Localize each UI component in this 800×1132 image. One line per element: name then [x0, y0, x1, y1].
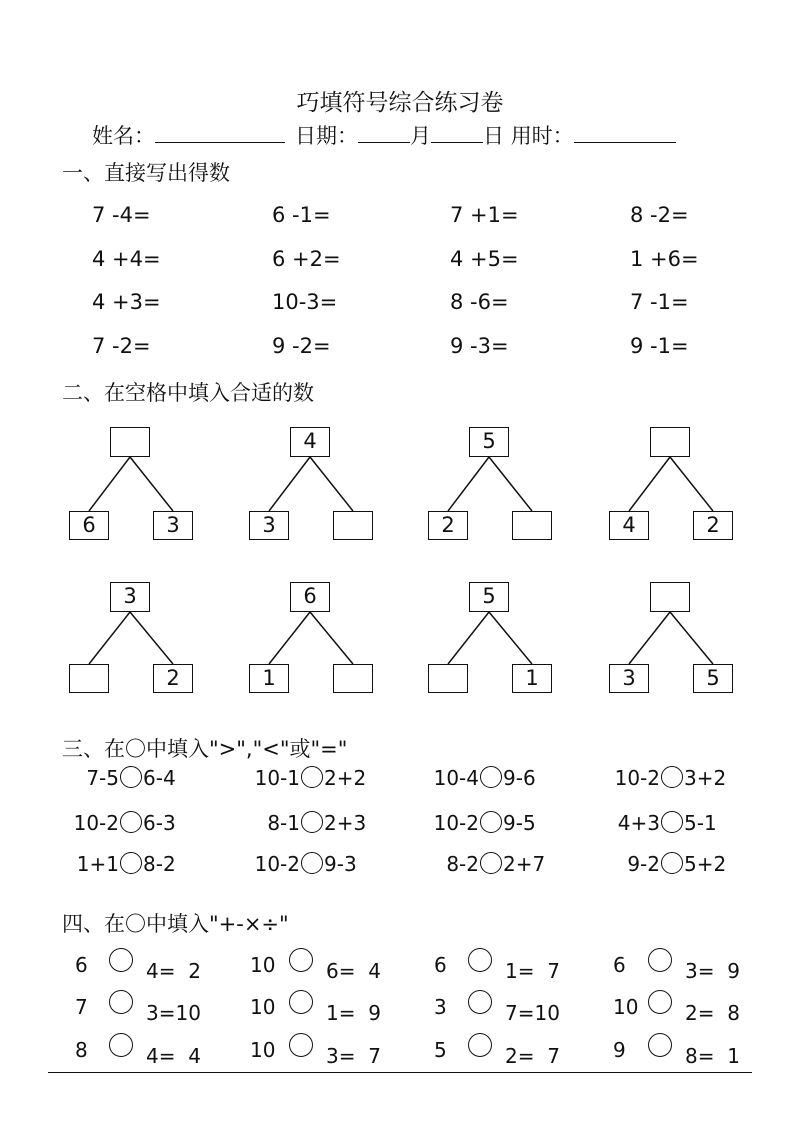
equation: 8 -6=: [450, 290, 509, 314]
equation: 6 -1=: [272, 203, 331, 227]
comparison-right: 9-5: [503, 811, 536, 835]
equation: 4 +3=: [92, 290, 161, 314]
comparison-item: [74, 811, 119, 835]
operand-right: 1= 7: [505, 959, 560, 983]
operand-left: 6: [75, 953, 88, 977]
tree-top-box: 3: [110, 582, 150, 612]
operation-right-group: [288, 948, 381, 983]
operation-right-group: [467, 948, 560, 983]
time-label: 用时：: [510, 124, 574, 148]
tree-branch: [448, 457, 489, 511]
comparison-right-group: [119, 766, 176, 790]
operand-left: 3: [434, 995, 447, 1019]
answer-circle-icon[interactable]: [468, 990, 492, 1014]
answer-circle-icon[interactable]: [120, 811, 142, 833]
comparison-right: 9-6: [503, 766, 536, 790]
tree-left-box[interactable]: [428, 664, 468, 693]
equation: 7 +1=: [450, 203, 519, 227]
answer-circle-icon[interactable]: [480, 766, 502, 788]
comparison-left: 10-2: [433, 811, 479, 835]
comparison-right-group: [660, 766, 726, 790]
comparison-right: 8-2: [143, 852, 176, 876]
operand-left: 10: [250, 953, 276, 977]
tree-branch: [489, 612, 532, 664]
operand-right: 1= 9: [326, 1001, 381, 1025]
operand-left: 6: [434, 953, 447, 977]
tree-top-box: 6: [290, 582, 330, 612]
answer-circle-icon[interactable]: [661, 811, 683, 833]
operation-right-group: [647, 1033, 740, 1068]
operand-right: 3= 7: [326, 1044, 381, 1068]
operand-left: 9: [613, 1038, 626, 1062]
tree-top-box[interactable]: [650, 427, 690, 457]
comparison-right: 6-4: [143, 766, 176, 790]
comparison-right: 2+2: [324, 766, 367, 790]
tree-branch: [670, 457, 713, 511]
comparison-left: 8-2: [446, 852, 479, 876]
comparison-item: [77, 852, 119, 876]
comparison-right: 3+2: [684, 766, 727, 790]
tree-top-box[interactable]: [650, 582, 690, 612]
operand-left: 10: [250, 1038, 276, 1062]
tree-left-box: 1: [249, 664, 289, 693]
comparison-right: 2+3: [324, 811, 367, 835]
tree-right-box[interactable]: [333, 511, 373, 540]
equation: 6 +2=: [272, 247, 341, 271]
operand-left: 10: [250, 995, 276, 1019]
comparison-right: 9-3: [324, 852, 357, 876]
equation: 9 -1=: [630, 334, 689, 358]
tree-branch: [448, 612, 489, 664]
operand-left: 7: [75, 995, 88, 1019]
tree-top-box: 5: [469, 427, 509, 457]
equation: 4 +5=: [450, 247, 519, 271]
comparison-left: 4+3: [617, 811, 660, 835]
tree-right-box[interactable]: [333, 664, 373, 693]
tree-branch: [310, 612, 353, 664]
operand-right: 4= 4: [146, 1044, 201, 1068]
section-3-heading: 三、在〇中填入">","<"或"=": [62, 737, 348, 761]
answer-circle-icon[interactable]: [289, 948, 313, 972]
comparison-left: 10-4: [433, 766, 479, 790]
equation: 7 -2=: [92, 334, 151, 358]
tree-branch: [89, 457, 130, 511]
comparison-right-group: [479, 811, 536, 835]
comparison-right: 5-1: [684, 811, 717, 835]
tree-right-box: 3: [153, 511, 193, 540]
comparison-left: 10-1: [254, 766, 300, 790]
operand-right: 6= 4: [326, 959, 381, 983]
equation: 9 -2=: [272, 334, 331, 358]
tree-top-box[interactable]: [110, 427, 150, 457]
tree-branch: [629, 457, 670, 511]
equation: 7 -1=: [630, 290, 689, 314]
section-2-heading: 二、在空格中填入合适的数: [62, 381, 314, 405]
operand-right: 3= 9: [685, 959, 740, 983]
operand-left: 10: [613, 995, 639, 1019]
comparison-right-group: [300, 852, 357, 876]
section-1-heading: 一、直接写出得数: [62, 161, 230, 185]
tree-left-box: 4: [609, 511, 649, 540]
comparison-left: 8-1: [267, 811, 300, 835]
comparison-item: [618, 811, 660, 835]
answer-circle-icon[interactable]: [301, 811, 323, 833]
operand-left: 8: [75, 1038, 88, 1062]
answer-circle-icon[interactable]: [648, 948, 672, 972]
comparison-right-group: [479, 766, 536, 790]
operand-right: 8= 1: [685, 1044, 740, 1068]
comparison-item: [86, 766, 119, 790]
comparison-item: [267, 811, 300, 835]
comparison-right-group: [119, 852, 176, 876]
tree-right-box: 2: [693, 511, 733, 540]
tree-branch: [670, 612, 713, 664]
tree-branch: [130, 612, 173, 664]
tree-left-box: 3: [609, 664, 649, 693]
answer-circle-icon[interactable]: [468, 1033, 492, 1057]
operation-right-group: [108, 1033, 201, 1068]
operation-right-group: [288, 990, 381, 1025]
bottom-rule: [48, 1072, 752, 1073]
operand-right: 3=10: [146, 1001, 201, 1025]
operation-right-group: [647, 948, 740, 983]
tree-branch: [629, 612, 670, 664]
operand-left: 6: [613, 953, 626, 977]
answer-circle-icon[interactable]: [648, 990, 672, 1014]
tree-top-box: 4: [290, 427, 330, 457]
operation-right-group: [467, 990, 560, 1025]
comparison-right-group: [119, 811, 176, 835]
page-title: 巧填符号综合练习卷: [296, 90, 504, 116]
operand-right: 2= 7: [505, 1044, 560, 1068]
tree-left-box[interactable]: [69, 664, 109, 693]
answer-circle-icon[interactable]: [301, 766, 323, 788]
comparison-item: [434, 766, 479, 790]
answer-circle-icon[interactable]: [480, 852, 502, 874]
tree-branch: [269, 612, 310, 664]
operand-left: 5: [434, 1038, 447, 1062]
operand-right: 7=10: [505, 1001, 560, 1025]
comparison-left: 10-2: [614, 766, 660, 790]
answer-circle-icon[interactable]: [109, 948, 133, 972]
operand-right: 2= 8: [685, 1001, 740, 1025]
tree-top-box: 5: [469, 582, 509, 612]
comparison-left: 9-2: [627, 852, 660, 876]
tree-right-box[interactable]: [512, 511, 552, 540]
answer-circle-icon[interactable]: [661, 852, 683, 874]
tree-branch: [310, 457, 353, 511]
tree-branch: [89, 612, 130, 664]
operation-right-group: [108, 990, 201, 1025]
tree-branch: [269, 457, 310, 511]
tree-left-box: 2: [428, 511, 468, 540]
comparison-item: [446, 852, 479, 876]
equation: 8 -2=: [630, 203, 689, 227]
comparison-left: 10-2: [254, 852, 300, 876]
operation-right-group: [288, 1033, 381, 1068]
answer-circle-icon[interactable]: [289, 990, 313, 1014]
comparison-item: [434, 811, 479, 835]
comparison-left: 1+1: [76, 852, 119, 876]
comparison-right-group: [660, 852, 726, 876]
comparison-right: 2+7: [503, 852, 546, 876]
answer-circle-icon[interactable]: [648, 1033, 672, 1057]
day-label: 日: [483, 124, 504, 148]
comparison-right: 5+2: [684, 852, 727, 876]
comparison-item: [255, 766, 300, 790]
answer-circle-icon[interactable]: [661, 766, 683, 788]
operation-right-group: [467, 1033, 560, 1068]
answer-circle-icon[interactable]: [468, 948, 492, 972]
date-label: 日期：: [295, 124, 358, 148]
operation-right-group: [647, 990, 740, 1025]
tree-left-box: 3: [249, 511, 289, 540]
comparison-item: [255, 852, 300, 876]
equation: 7 -4=: [92, 203, 151, 227]
tree-right-box: 2: [153, 664, 193, 693]
month-label: 月: [410, 124, 431, 148]
tree-right-box: 5: [693, 664, 733, 693]
comparison-item: [615, 766, 660, 790]
answer-circle-icon[interactable]: [289, 1033, 313, 1057]
operation-right-group: [108, 948, 201, 983]
tree-branch: [130, 457, 173, 511]
comparison-item: [627, 852, 660, 876]
answer-circle-icon[interactable]: [480, 811, 502, 833]
comparison-right-group: [479, 852, 545, 876]
comparison-right-group: [660, 811, 717, 835]
answer-circle-icon[interactable]: [120, 852, 142, 874]
tree-right-box: 1: [512, 664, 552, 693]
tree-branch: [489, 457, 532, 511]
equation: 9 -3=: [450, 334, 509, 358]
answer-circle-icon[interactable]: [120, 766, 142, 788]
tree-left-box: 6: [69, 511, 109, 540]
answer-circle-icon[interactable]: [301, 852, 323, 874]
equation: 1 +6=: [630, 247, 699, 271]
answer-circle-icon[interactable]: [109, 1033, 133, 1057]
name-label: 姓名：: [92, 124, 155, 148]
equation: 10-3=: [272, 290, 338, 314]
comparison-left: 7-5: [86, 766, 119, 790]
comparison-left: 10-2: [73, 811, 119, 835]
comparison-right: 6-3: [143, 811, 176, 835]
answer-circle-icon[interactable]: [109, 990, 133, 1014]
comparison-right-group: [300, 766, 366, 790]
equation: 4 +4=: [92, 247, 161, 271]
operand-right: 4= 2: [146, 959, 201, 983]
section-4-heading: 四、在〇中填入"+-×÷": [62, 912, 289, 936]
comparison-right-group: [300, 811, 366, 835]
